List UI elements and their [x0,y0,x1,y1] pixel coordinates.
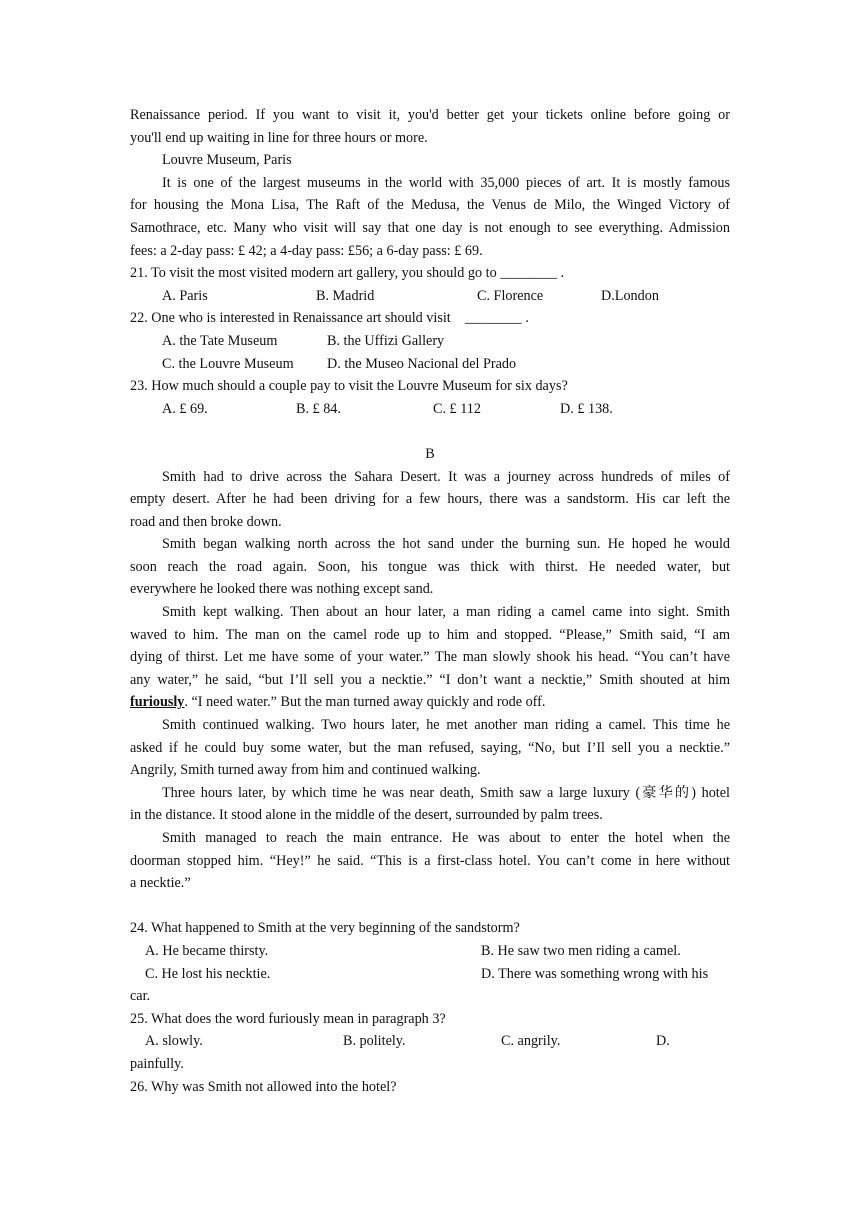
passage-line: soon reach the road again. Soon, his tongue was thick with thirst. He needed water, but [130,558,730,575]
passage-line: asked if he could buy some water, but the man refused, saying, “No, but I’Il sell you a necktie.” [130,739,730,756]
passage-line: everywhere he looked there was nothing except sand. [130,581,434,598]
option: C. the Louvre Museum [162,355,294,372]
passage-line: waved to him. The man on the camel rode up to him and stopped. “Please,” Smith said, “I am [130,626,730,643]
passage-line: Smith continued walking. Two hours later, he met another man riding a camel. This time he [162,717,730,734]
option: A. Paris [162,287,208,304]
passage-line [130,691,730,714]
option: B. £ 84. [296,400,341,417]
option: A. He became thirsty. [145,942,269,959]
question-stem: 23. How much should a couple pay to visit the Louvre Museum for six days? [130,378,568,395]
passage-line: in the distance. It stood alone in the middle of the desert, surrounded by palm trees. [130,807,603,824]
document-page [130,104,730,1098]
option-row [130,398,730,421]
question-stem: 21. To visit the most visited modern art gallery, you should go to ________ . [130,265,565,282]
option: B. Madrid [316,287,375,304]
question-stem: 25. What does the word furiously mean in paragraph 3? [130,1010,446,1027]
passage-text: . “I need water.” But the man turned away quickly and rode off. [184,694,546,711]
passage-line: empty desert. After he had been driving for a few hours, there was a sandstorm. His car left the [130,491,730,508]
option: A. slowly. [145,1033,203,1050]
passage-line: Samothrace, etc. Many who visit will say that one day is not enough to see everything. Admission [130,219,730,236]
option: C. £ 112 [433,400,481,417]
option: D. the Museo Nacional del Prado [327,355,517,372]
passage-line: Smith managed to reach the main entrance. He was about to enter the hotel when the [162,830,730,846]
museum-heading: Louvre Museum, Paris [162,152,292,169]
option: C. angrily. [501,1033,561,1050]
option-wrap: car. [130,988,151,1005]
option: B. the Uffizi Gallery [327,332,445,349]
option-row [130,330,730,353]
question-stem: 22. One who is interested in Renaissance art should visit ________ . [130,310,529,327]
option-row [130,285,730,308]
option: D. There was something wrong with his [481,965,709,982]
passage-line: It is one of the largest museums in the world with 35,000 pieces of art. It is mostly famous [162,174,730,191]
option: C. He lost his necktie. [145,965,271,982]
passage-line: you'll end up waiting in line for three hours or more. [130,129,428,146]
passage-line: Smith had to drive across the Sahara Desert. It was a journey across hundreds of miles of [162,468,730,485]
passage-line: a necktie.” [130,875,191,892]
question-stem: 24. What happened to Smith at the very beginning of the sandstorm? [130,920,520,937]
passage-line: doorman stopped him. “Hey!” he said. “This is a first-class hotel. You can’t come in here without [130,852,730,869]
option: B. politely. [343,1033,406,1050]
option-row [130,963,730,986]
option-row [130,1030,730,1053]
passage-line: Renaissance period. If you want to visit it, you'd better get your tickets online before going or [130,107,730,123]
keyword-furiously: furiously [130,694,185,711]
option: A. the Tate Museum [162,332,278,349]
passage-line: road and then broke down. [130,513,282,530]
option-row [130,940,730,963]
passage-line: any water,” he said, “but I’ll sell you a necktie.” “I don’t want a necktie,” Smith shouted at him [130,671,730,688]
option: D. £ 138. [560,400,613,417]
option: C. Florence [477,287,544,304]
section-heading: B [425,445,435,462]
option: D. [656,1033,670,1050]
option: B. He saw two men riding a camel. [481,942,681,959]
option-row [130,353,730,376]
passage-line: Smith kept walking. Then about an hour later, a man riding a camel came into sight. Smith [162,604,730,621]
option: D.London [601,287,659,304]
passage-line: Smith began walking north across the hot sand under the burning sun. He hoped he would [162,536,730,553]
option: A. £ 69. [162,400,208,417]
passage-line: dying of thirst. Let me have some of your water.” The man slowly shook his head. “You can’t have [130,649,730,666]
passage-line: Three hours later, by which time he was near death, Smith saw a large luxury (豪华的) hotel [162,784,730,801]
passage-line: for housing the Mona Lisa, The Raft of the Medusa, the Venus de Milo, the Winged Victory of [130,197,730,214]
passage-line: fees: a 2-day pass: £ 42; a 4-day pass: £56; a 6-day pass: £ 69. [130,242,483,259]
passage-line: Angrily, Smith turned away from him and continued walking. [130,762,481,779]
question-stem: 26. Why was Smith not allowed into the hotel? [130,1078,397,1095]
option-wrap: painfully. [130,1055,184,1072]
